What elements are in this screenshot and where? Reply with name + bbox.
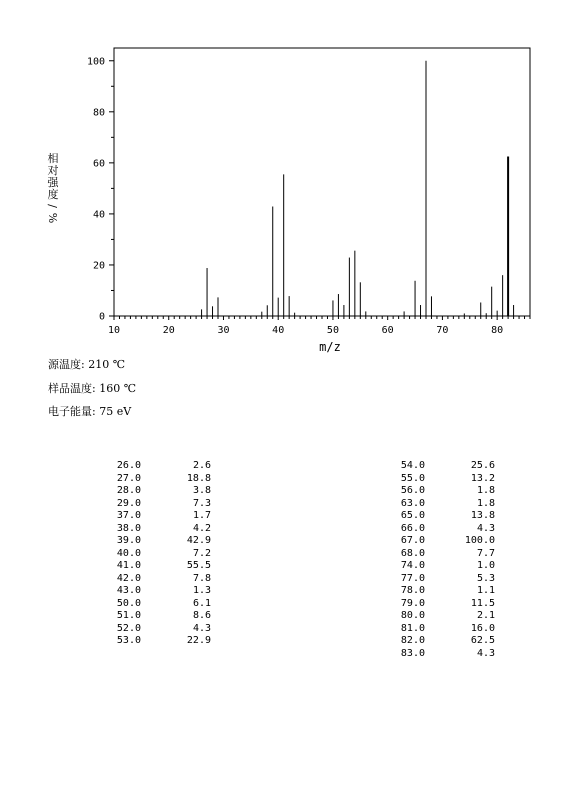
- table-row: [385, 648, 495, 661]
- table-row: [385, 610, 495, 623]
- table-row: [385, 598, 495, 611]
- table-row: [101, 610, 211, 623]
- mz-value: 38.0: [116, 522, 141, 534]
- mz-value: 28.0: [116, 485, 141, 496]
- table-row: [385, 510, 495, 523]
- table-row: [101, 523, 211, 536]
- mass-spectrum-chart: [0, 0, 570, 360]
- mz-value: 39.0: [116, 535, 141, 546]
- table-row: [101, 473, 211, 486]
- table-row: [101, 623, 211, 636]
- table-row: [101, 460, 211, 473]
- plot-frame: [114, 48, 530, 316]
- table-row: [385, 535, 495, 548]
- axis-labels: [46, 56, 503, 354]
- mz-value: 63.0: [400, 497, 425, 509]
- intensity-value: 8.6: [192, 610, 211, 621]
- table-row: [385, 585, 495, 598]
- mz-value: 26.0: [116, 460, 141, 471]
- y-tick-label: 0: [98, 311, 105, 323]
- mz-value: 43.0: [116, 585, 141, 596]
- y-tick-label: 40: [92, 209, 105, 221]
- intensity-value: 1.1: [476, 585, 495, 596]
- mz-value: 68.0: [400, 547, 425, 559]
- x-tick-label: 10: [107, 325, 121, 336]
- mz-value: 66.0: [400, 522, 425, 534]
- x-tick-label: 80: [491, 325, 504, 336]
- y-axis-label-char: /: [46, 204, 59, 208]
- intensity-value: 25.6: [470, 460, 495, 471]
- source-temperature: [48, 356, 125, 372]
- intensity-value: 55.5: [186, 560, 211, 571]
- table-row: [101, 598, 211, 611]
- mz-value: 51.0: [116, 610, 141, 621]
- intensity-value: 7.3: [192, 497, 211, 509]
- intensity-value: 7.2: [192, 547, 211, 559]
- intensity-value: 2.1: [476, 610, 495, 621]
- table-row: [385, 623, 495, 636]
- mz-value: 37.0: [116, 510, 141, 521]
- table-row: [101, 485, 211, 498]
- y-axis-label-char: 对: [47, 164, 59, 177]
- intensity-value: 13.8: [470, 510, 495, 521]
- mz-value: 42.0: [116, 572, 141, 584]
- table-row: [101, 510, 211, 523]
- intensity-value: 4.3: [192, 622, 211, 634]
- y-tick-label: 60: [92, 158, 105, 170]
- table-row: [101, 585, 211, 598]
- peak-table-right: [385, 460, 495, 660]
- mz-value: 53.0: [116, 635, 141, 646]
- intensity-value: 4.2: [192, 522, 211, 534]
- intensity-value: 1.7: [192, 510, 211, 521]
- intensity-value: 13.2: [470, 472, 495, 484]
- mz-value: 55.0: [400, 472, 425, 484]
- mz-value: 83.0: [400, 647, 425, 659]
- mz-value: 27.0: [116, 472, 141, 484]
- intensity-value: 18.8: [186, 472, 211, 484]
- intensity-value: 6.1: [192, 597, 211, 609]
- mz-value: 79.0: [400, 597, 425, 609]
- intensity-value: 1.8: [476, 485, 495, 496]
- source-temp-value: 210 ℃: [88, 358, 126, 371]
- x-tick-label: 30: [217, 325, 230, 336]
- intensity-value: 16.0: [470, 622, 495, 634]
- intensity-value: 7.7: [476, 547, 495, 559]
- sample-temp-label: 样品温度:: [48, 382, 96, 395]
- peak-bars: [202, 61, 514, 316]
- intensity-value: 3.8: [192, 485, 211, 496]
- intensity-value: 5.3: [476, 572, 495, 584]
- y-axis-label-char: 度: [47, 188, 59, 201]
- intensity-value: 22.9: [186, 635, 211, 646]
- mz-value: 74.0: [400, 560, 425, 571]
- table-row: [101, 560, 211, 573]
- x-tick-label: 50: [326, 325, 339, 336]
- table-row: [385, 548, 495, 561]
- table-row: [385, 635, 495, 648]
- table-row: [385, 485, 495, 498]
- table-row: [385, 498, 495, 511]
- intensity-value: 2.6: [192, 460, 211, 471]
- intensity-value: 4.3: [476, 647, 495, 659]
- intensity-value: 4.3: [476, 522, 495, 534]
- table-row: [385, 473, 495, 486]
- y-axis-label-char: 强: [47, 176, 59, 189]
- table-row: [385, 573, 495, 586]
- mz-value: 77.0: [400, 572, 425, 584]
- table-row: [385, 460, 495, 473]
- energy-value: 75 eV: [99, 405, 132, 418]
- y-tick-label: 80: [92, 107, 105, 119]
- y-tick-label: 20: [92, 260, 105, 272]
- sample-temperature: [48, 380, 136, 396]
- mz-value: 78.0: [400, 585, 425, 596]
- intensity-value: 62.5: [470, 635, 495, 646]
- table-row: [101, 635, 211, 648]
- intensity-value: 100.0: [464, 535, 495, 546]
- mz-value: 54.0: [400, 460, 425, 471]
- y-tick-label: 100: [86, 56, 105, 68]
- mz-value: 81.0: [400, 622, 425, 634]
- x-tick-label: 40: [272, 325, 285, 336]
- mz-value: 41.0: [116, 560, 141, 571]
- mz-value: 40.0: [116, 547, 141, 559]
- electron-energy: [48, 403, 131, 419]
- source-temp-label: 源温度:: [48, 358, 85, 371]
- mz-value: 82.0: [400, 635, 425, 646]
- intensity-value: 7.8: [192, 572, 211, 584]
- mz-value: 65.0: [400, 510, 425, 521]
- sample-temp-value: 160 ℃: [99, 382, 137, 395]
- table-row: [101, 535, 211, 548]
- table-row: [101, 548, 211, 561]
- x-tick-label: 60: [381, 325, 394, 336]
- table-row: [101, 573, 211, 586]
- table-row: [385, 523, 495, 536]
- table-row: [385, 560, 495, 573]
- y-axis-label-char: %: [46, 212, 59, 224]
- mz-value: 56.0: [400, 485, 425, 496]
- table-row: [101, 498, 211, 511]
- intensity-value: 11.5: [470, 597, 495, 609]
- intensity-value: 1.8: [476, 497, 495, 509]
- energy-label: 电子能量:: [48, 405, 96, 418]
- mz-value: 29.0: [116, 497, 141, 509]
- mz-value: 67.0: [400, 535, 425, 546]
- y-axis-label-char: 相: [47, 152, 59, 165]
- intensity-value: 1.0: [476, 560, 495, 571]
- mz-value: 50.0: [116, 597, 141, 609]
- peak-table-left: [101, 460, 211, 648]
- intensity-value: 1.3: [192, 585, 211, 596]
- x-tick-label: 20: [162, 325, 175, 336]
- x-axis-label: m/z: [319, 340, 341, 354]
- intensity-value: 42.9: [186, 535, 211, 546]
- x-tick-label: 70: [436, 325, 449, 336]
- chart-axes: [109, 48, 530, 320]
- mz-value: 52.0: [116, 622, 141, 634]
- mz-value: 80.0: [400, 610, 425, 621]
